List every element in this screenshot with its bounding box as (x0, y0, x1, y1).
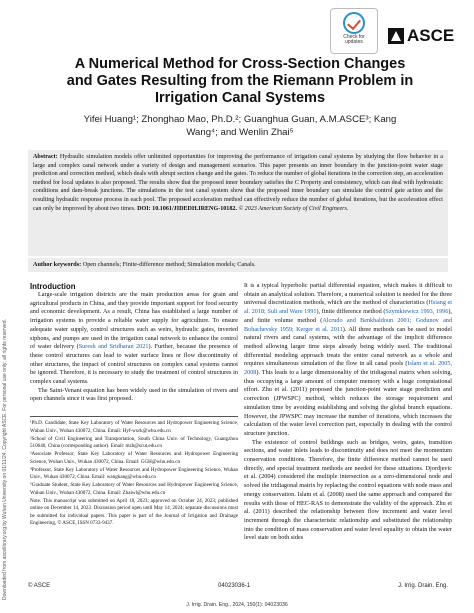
citation-link[interactable]: Szymkiewicz 1993, 1996 (385, 308, 449, 316)
check-updates-icon (343, 12, 365, 34)
footnote: ²School of Civil Engineering and Transportation, South China Univ. of Technology, Guangzhou 510640, China (corresponding author). Email: mzh@scut.edu.cn (30, 435, 238, 449)
intro-paragraph-1: Large-scale irrigation districts are the main production areas for grain and agricultural products in China, and they provide important support for food security and economic development. As a result, China has established a large number of irrigation systems to provide a reliable water supply for agriculture. To ensure adequate water supply, control structures such as weirs, hydraulic gates, inverted siphons, and pumps are used in the irrigation canal network to enhance the control of water delivery (Suresh and Sridharan 2021). Further, because the presence of these control structures can lead to water surface lines or flow discontinuity of other structures, the impact of control structures on complex canal systems cannot be ignored. Therefore, it is necessary to study the treatment of control structures in complex canal systems. (30, 291, 238, 386)
body-paragraph-2: The existence of control buildings such as bridges, weirs, gates, transition sections, and water inlets leads to discontinuity and does not meet the momentum conservation conditions. Therefore, the finite difference method cannot be used directly, and special treatment methods are needed for these situations. Djordjevic et al. (2004) considered the multiple intersection as a zero-dimensional node and solved the tridiagonal matrix by replacing the control equations with node mass and energy conservation. Islam et al. (2008) used the same approach and compared the results with those of HEC-RAS to demonstrate the validity of the approach. Zhu et al. (2011) described the relationship between flow increment and water level increment through the characteristic relationship and substituted the relationship into the condition of mass conservation and water level equality to obtain the water level state on both sides (244, 438, 452, 542)
section-heading-introduction: Introduction (30, 282, 76, 291)
keywords-label: Author keywords: (33, 261, 82, 268)
manuscript-note: Note. This manuscript was submitted on April 18, 2023; approved on October 24, 2023; published online on December 14, 2023. Discussion period open until May 14, 2024; separate discussions must be submitted for individual papers. This paper is part of the Journal of Irrigation and Drainage Engineering, © ASCE, ISSN 0733-9437. (30, 497, 238, 526)
footnote: ⁵Graduate Student, State Key Laboratory of Water Resources and Hydropower Engineering Science, Wuhan Univ., Wuhan 430072, China. Email: Zhaiwl@whu.edu.cn (30, 482, 238, 496)
footnote: ⁴Professor, State Key Laboratory of Water Resources and Hydropower Engineering Science, Wuhan Univ., Wuhan 430072, China. Email: wangkang@whu.edu.cn (30, 466, 238, 480)
asce-logo-text: ASCE (407, 26, 455, 45)
footer-journal: J. Irrig. Drain. Eng. (397, 583, 448, 589)
keywords-text: Open channels; Finite-difference method; Simulation models; Canals. (82, 261, 256, 268)
footnote: ¹Ph.D. Candidate, State Key Laboratory of Water Resources and Hydropower Engineering Science, Wuhan Univ., Wuhan 430072, China. Email: Hyf-work@whu.edu.cn (30, 420, 238, 434)
citation-link[interactable]: Suresh and Sridharan 2021 (78, 343, 149, 351)
download-notice-text: Downloaded from ascelibrary.org by Wuhan University on 01/11/24. Copyright ASCE. For personal use only; all rights reserved. (2, 319, 8, 600)
asce-logo-icon (388, 28, 404, 44)
footer-citation: J. Irrig. Drain. Eng., 2024, 150(1): 04023036 (186, 602, 288, 608)
doi-link[interactable]: DOI: 10.1061/JIDEDH.IRENG-10182. (137, 205, 237, 212)
abstract-box (28, 150, 448, 256)
keywords-box (28, 258, 448, 272)
download-notice-sidebar (2, 80, 12, 600)
check-updates-label: Check for updates (343, 34, 365, 45)
author-list: Yifei Huang¹; Zhonghao Mao, Ph.D.²; Guanghua Guan, A.M.ASCE³; Kang Wang⁴; and Wenlin Zhai⁵ (83, 114, 397, 138)
abstract-body: Hydraulic simulation models offer unlimited opportunities for improving the performance of irrigation canal systems by studying the flow behavior in a large and complex canal network under a variety of design and management scenarios. This paper presents an inner boundary in the junction-point water stage prediction and correction method, which deals with abrupt section change and the gates. To reduce the number of global iterations in the correction step, an acceleration method for local updates is also proposed. The results show that the proposed inner boundary satisfies the C Property and consistency, which can deal with hydrostatic conditions and dam-break junctions. The simulations in the test canal system show that the proposed inner boundary can simulate the control gate action and the resulting hydraulic response process in each pool. The proposed acceleration method can effectively reduce the number of global iterations, but the acceleration effect can only be improved by about two times. (33, 154, 443, 212)
check-for-updates-badge[interactable] (330, 8, 378, 54)
paper-title: A Numerical Method for Cross-Section Changes and Gates Resulting from the Riemann Problem in Irrigation Canal Systems (66, 56, 414, 106)
abstract-copyright: © 2023 American Society of Civil Engineers. (238, 205, 349, 212)
body-paragraph-1: It is a typical hyperbolic partial differential equation, which makes it difficult to obtain an analytical solution. Therefore, a numerical solution is needed for the three universal discretization methods, which are the method of characteristics (Hsiang et al. 2018; Suli and Ware 1991), finite difference method (Szymkiewicz 1993, 1996), and finite volume method (Alcrudo and Benkhaldoun 2001; Godunov and Bohachevsky 1959; Kerger et al. 2011). All three methods can be used to model natural rivers and canal systems, with the advantage of the implicit difference method allowing larger time steps already being widely used. The traditional differential modeling approach treats the entire canal network as a whole and requires simultaneous simulation of the flow in all canal pools (Islam et al. 2005, 2008). This leads to a large dimensionality of the tridiagonal matrix when solving, thus occupying a large amount of computer memory with a huge computational effort. Zhu et al. (2011) proposed the junction-point water stage prediction and correction (JPWSPC) method, which reduces the storage requirement and simulation time by avoiding establishing and solving the global branch equations. However, the JPWSPC may increase the number of iterations, which increases the calculation of the water level correction part, especially in dealing with the control structure junction. (244, 282, 452, 437)
citation-link[interactable]: Alcrudo and Benkhaldoun 2001; Godunov and Bohachevsky 1959; Kerger et al. 2011 (244, 316, 452, 333)
intro-paragraph-2: The Saint-Venant equation has been widely used in the simulation of rivers and open channels since it was first proposed. (30, 386, 238, 403)
author-footnotes (30, 416, 238, 528)
abstract-label: Abstract: (33, 154, 58, 160)
asce-logo (388, 26, 454, 46)
page-footer (28, 583, 448, 595)
left-column (30, 282, 238, 404)
right-column (244, 282, 452, 543)
footer-page-id: 04023036-1 (218, 583, 251, 589)
footer-copyright: © ASCE (28, 583, 51, 589)
citation-link[interactable]: Hsiang et al. 2018; Suli and Ware 1991 (244, 299, 452, 316)
footnote: ³Associate Professor, State Key Laboratory of Water Resources and Hydropower Engineering Science, Wuhan Univ., Wuhan 430072, China. Email: GGH@whu.edu.cn (30, 451, 238, 465)
citation-link[interactable]: Islam et al. 2005, 2008 (244, 360, 452, 377)
